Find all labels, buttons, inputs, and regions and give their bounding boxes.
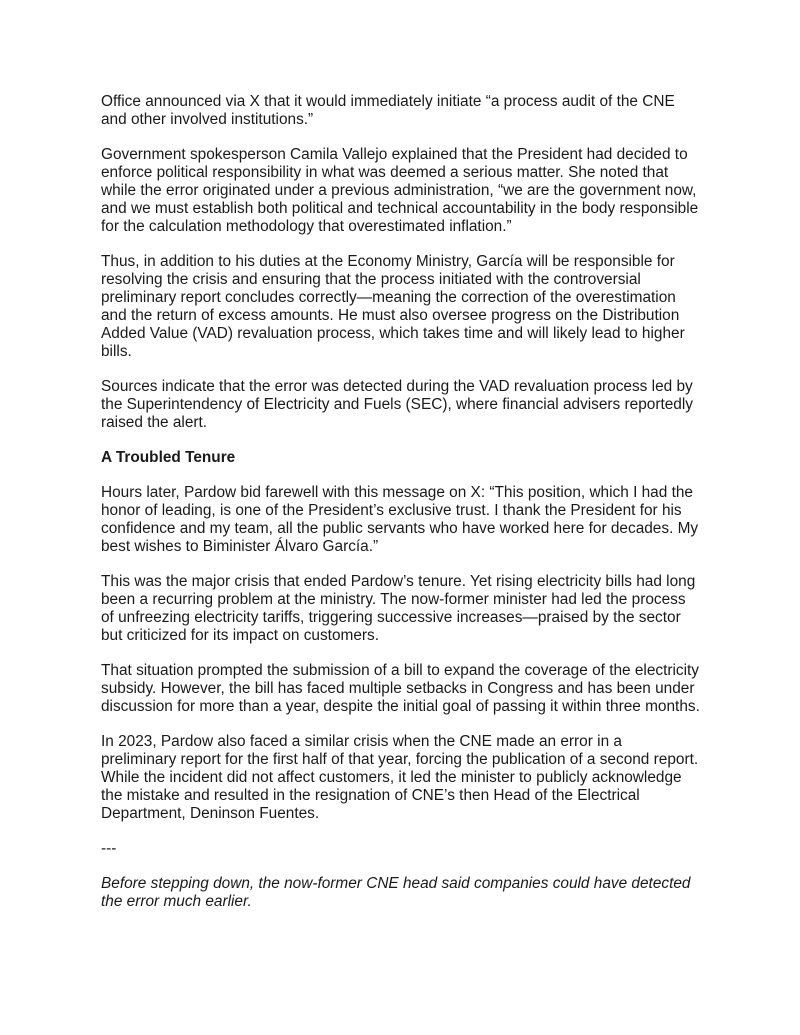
paragraph-pardow-farewell: Hours later, Pardow bid farewell with this message on X: “This position, which I had the honor of leading, is one of the President’s exclusive trust. I thank the President for his confidence and my team, all the public servants who have worked here for decades. My best wishes to Biminister Álvaro García.”	[101, 484, 699, 555]
paragraph-subsidy-bill: That situation prompted the submission of a bill to expand the coverage of the electricity subsidy. However, the bill has faced multiple setbacks in Congress and has been under discussion for more than a year, despite the initial goal of passing it within three months.	[101, 662, 700, 715]
paragraph-2023-crisis: In 2023, Pardow also faced a similar crisis when the CNE made an error in a preliminary report for the first half of that year, forcing the publication of a second report. While the incident did not affect customers, it led the minister to publicly acknowledge the mistake and resulted in the resignation of CNE’s then Head of the Electrical Department, Deninson Fuentes.	[101, 733, 699, 822]
section-heading: A Troubled Tenure	[101, 449, 236, 466]
document-page	[101, 93, 701, 928]
paragraph-tenure-crisis: This was the major crisis that ended Pardow’s tenure. Yet rising electricity bills had long been a recurring problem at the ministry. The now-former minister had led the process of unfreezing electricity tariffs, triggering successive increases—praised by the sector but criticized for its impact on customers.	[101, 573, 696, 644]
section-separator: ---	[101, 840, 117, 857]
italic-note: Before stepping down, the now-former CNE head said companies could have detected the error much earlier.	[101, 875, 691, 910]
paragraph-audit-announcement: Office announced via X that it would immediately initiate “a process audit of the CNE and other involved institutions.”	[101, 93, 675, 128]
paragraph-garcia-duties: Thus, in addition to his duties at the Economy Ministry, García will be responsible for resolving the crisis and ensuring that the process initiated with the controversial preliminary report concludes correctly—meaning the correction of the overestimation and the return of excess amounts. He must also oversee progress on the Distribution Added Value (VAD) revaluation process, which takes time and will likely lead to higher bills.	[101, 253, 685, 360]
paragraph-error-detection: Sources indicate that the error was detected during the VAD revaluation process led by the Superintendency of Electricity and Fuels (SEC), where financial advisers reportedly raised the alert.	[101, 378, 693, 431]
paragraph-vallejo-statement: Government spokesperson Camila Vallejo explained that the President had decided to enforce political responsibility in what was deemed a serious matter. She noted that while the error originated under a previous administration, “we are the government now, and we must establish both political and technical accountability in the body responsible for the calculation methodology that overestimated inflation.”	[101, 146, 699, 235]
